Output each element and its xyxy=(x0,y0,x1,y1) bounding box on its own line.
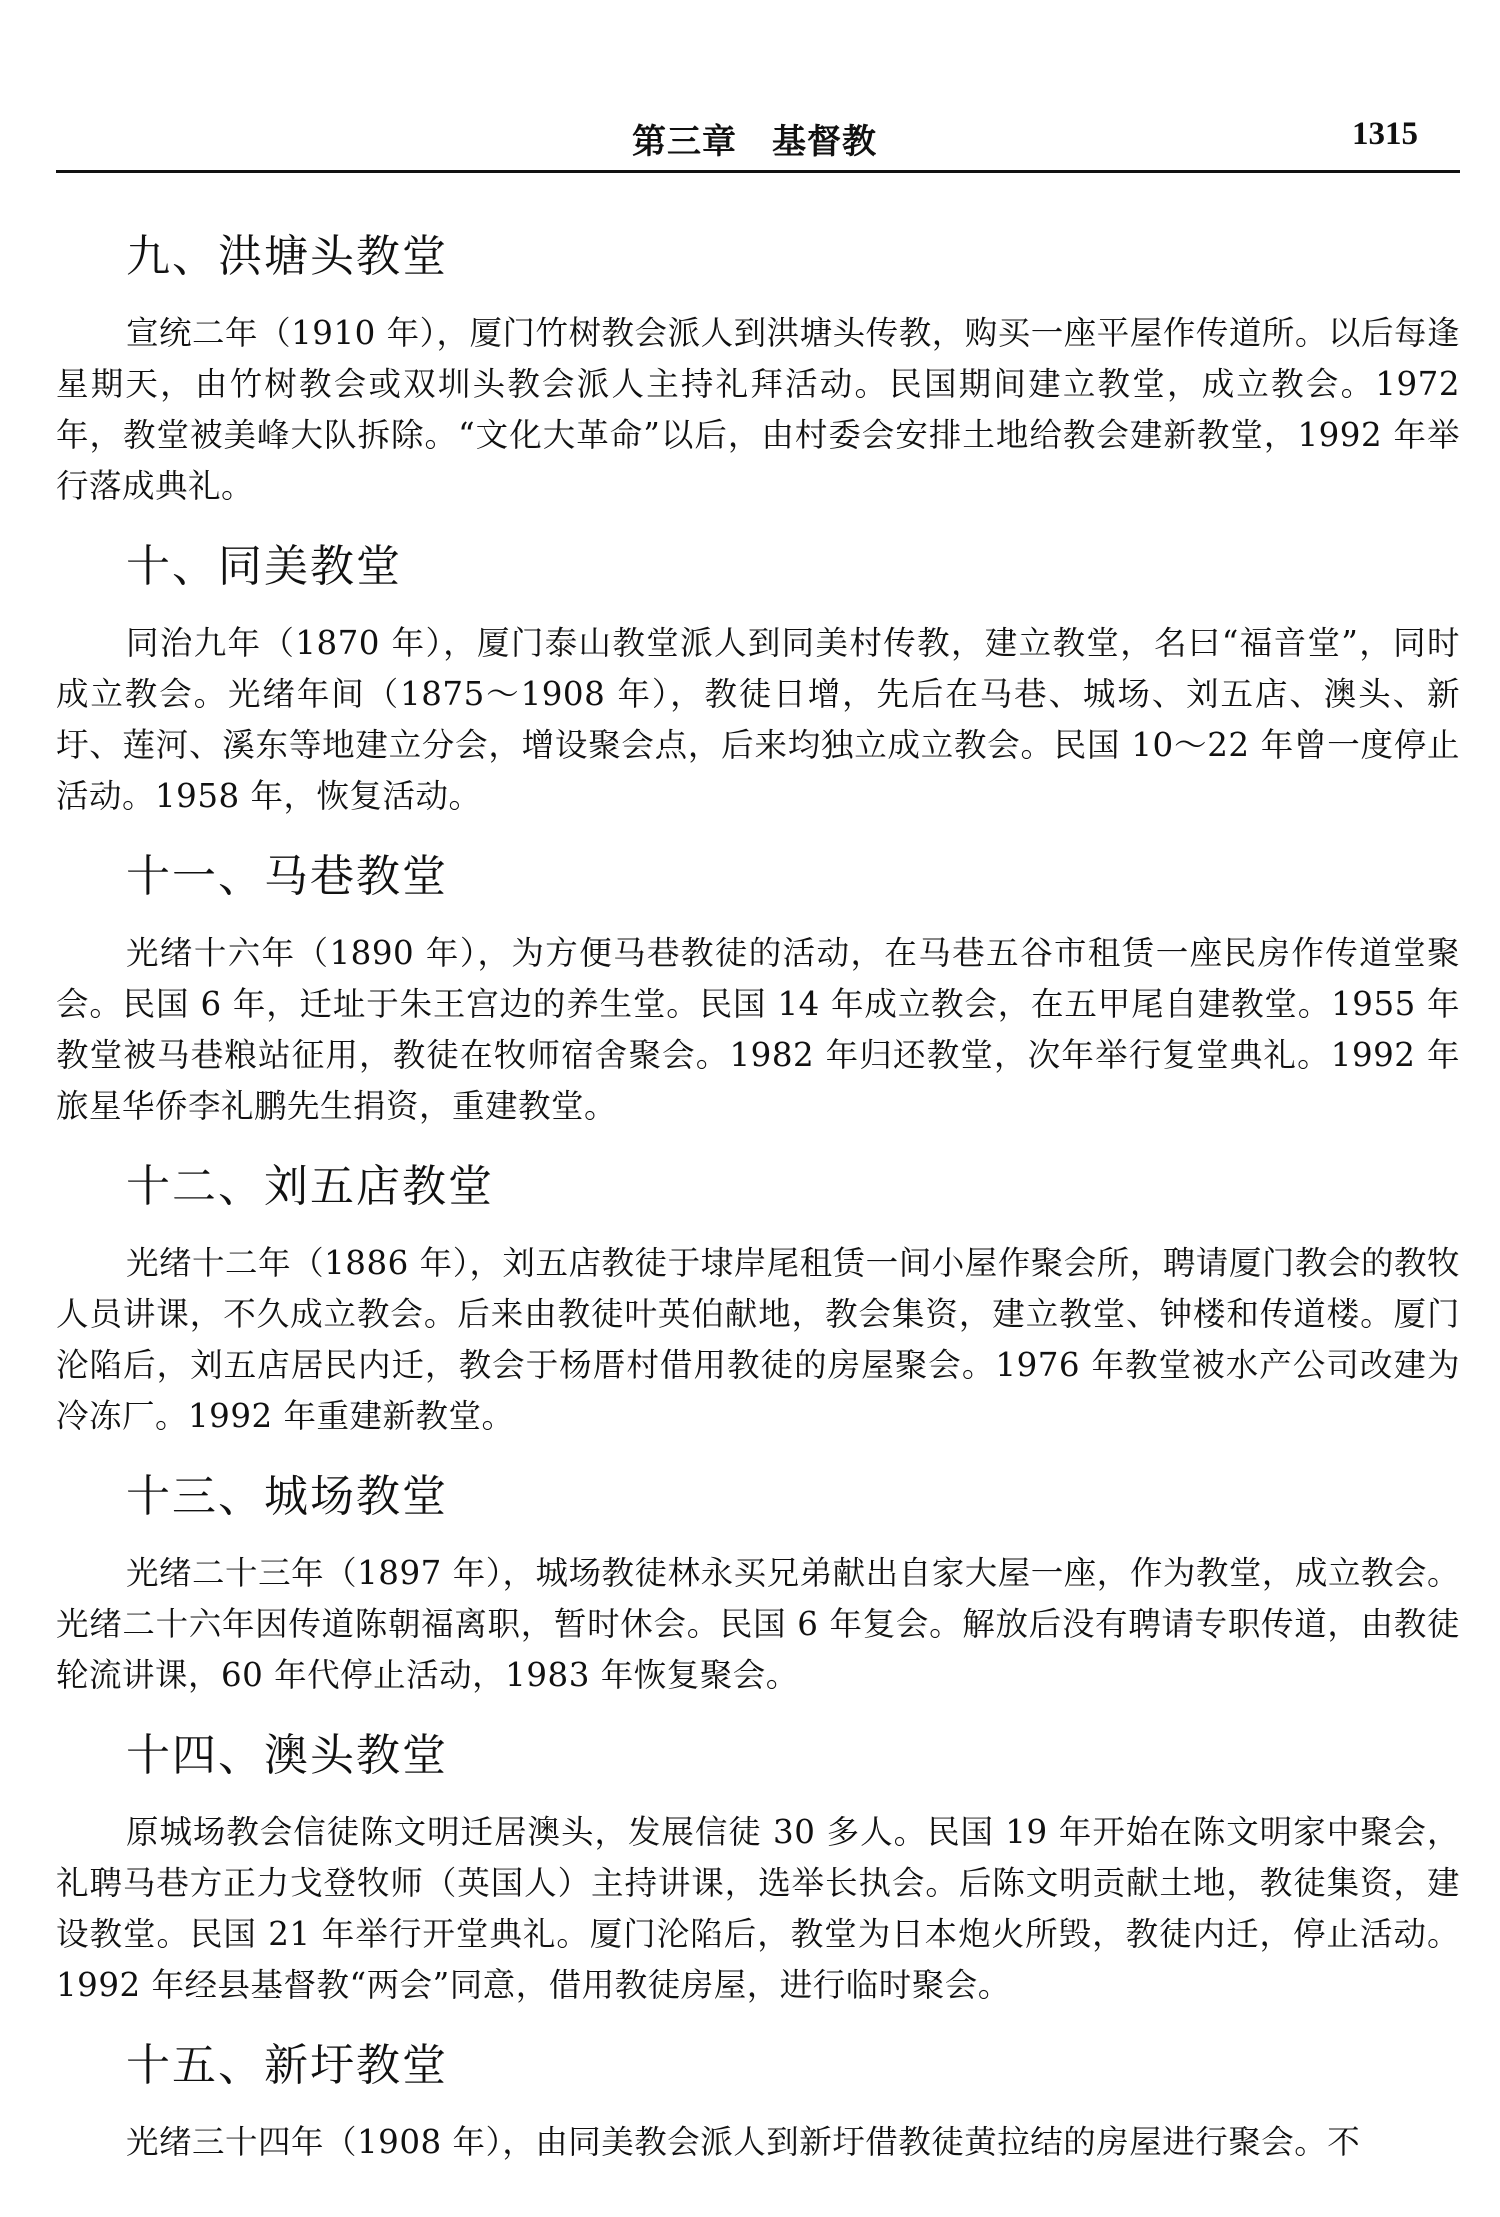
page-number: 1315 xyxy=(1352,116,1418,152)
chapter-title: 第三章 基督教 xyxy=(632,122,877,162)
section-heading: 十一、马巷教堂 xyxy=(126,851,448,902)
section-xinxu xyxy=(56,2037,1460,2168)
section-body: 光绪十二年（1886 年），刘五店教徒于埭岸尾租赁一间小屋作聚会所，聘请厦门教会的教牧人员讲课，不久成立教会。后来由教徒叶英伯献地，教会集资，建立教堂、钟楼和传道楼。厦门沦陷后，刘五店居民内迁，教会于杨厝村借用教徒的房屋聚会。1976 年教堂被水产公司改建为冷冻厂。1992 年重建新教堂。 xyxy=(56,1244,1460,1435)
header-rule xyxy=(56,170,1460,173)
section-heading: 十二、刘五店教堂 xyxy=(126,1161,494,1212)
page-content xyxy=(56,228,1460,2194)
section-heading: 十、同美教堂 xyxy=(126,541,402,592)
section-body: 光绪三十四年（1908 年），由同美教会派人到新圩借教徒黄拉结的房屋进行聚会。不 xyxy=(126,2123,1361,2161)
section-body: 原城场教会信徒陈文明迁居澳头，发展信徒 30 多人。民国 19 年开始在陈文明家中聚会，礼聘马巷方正力戈登牧师（英国人）主持讲课，选举长执会。后陈文明贡献土地，教徒集资，建设教堂。民国 21 年举行开堂典礼。厦门沦陷后，教堂为日本炮火所毁，教徒内迁，停止活动。1992 年经县基督教“两会”同意，借用教徒房屋，进行临时聚会。 xyxy=(56,1813,1460,2004)
section-heading: 九、洪塘头教堂 xyxy=(126,231,448,282)
section-body: 光绪二十三年（1897 年），城场教徒林永买兄弟献出自家大屋一座，作为教堂，成立教会。光绪二十六年因传道陈朝福离职，暂时休会。民国 6 年复会。解放后没有聘请专职传道，由教徒轮流讲课，60 年代停止活动，1983 年恢复聚会。 xyxy=(56,1554,1460,1694)
section-hongtangtou xyxy=(56,228,1460,512)
section-body: 同治九年（1870 年），厦门泰山教堂派人到同美村传教，建立教堂，名曰“福音堂”，同时成立教会。光绪年间（1875～1908 年），教徒日增，先后在马巷、城场、刘五店、澳头、新圩、莲河、溪东等地建立分会，增设聚会点，后来均独立成立教会。民国 10～22 年曾一度停止活动。1958 年，恢复活动。 xyxy=(56,624,1460,815)
section-tongmei xyxy=(56,538,1460,822)
section-heading: 十三、城场教堂 xyxy=(126,1471,448,1522)
running-header xyxy=(56,108,1460,172)
section-body: 光绪十六年（1890 年），为方便马巷教徒的活动，在马巷五谷市租赁一座民房作传道堂聚会。民国 6 年，迁址于朱王宫边的养生堂。民国 14 年成立教会，在五甲尾自建教堂。1955 年教堂被马巷粮站征用，教徒在牧师宿舍聚会。1982 年归还教堂，次年举行复堂典礼。1992 年旅星华侨李礼鹏先生捐资，重建教堂。 xyxy=(56,934,1460,1125)
section-chengchang xyxy=(56,1468,1460,1701)
section-heading: 十四、澳头教堂 xyxy=(126,1730,448,1781)
section-heading: 十五、新圩教堂 xyxy=(126,2040,448,2091)
section-body: 宣统二年（1910 年），厦门竹树教会派人到洪塘头传教，购买一座平屋作传道所。以后每逢星期天，由竹树教会或双圳头教会派人主持礼拜活动。民国期间建立教堂，成立教会。1972 年，教堂被美峰大队拆除。“文化大革命”以后，由村委会安排土地给教会建新教堂，1992 年举行落成典礼。 xyxy=(56,314,1460,505)
section-maxiang xyxy=(56,848,1460,1132)
section-aotou xyxy=(56,1727,1460,2011)
section-liuwudian xyxy=(56,1158,1460,1442)
